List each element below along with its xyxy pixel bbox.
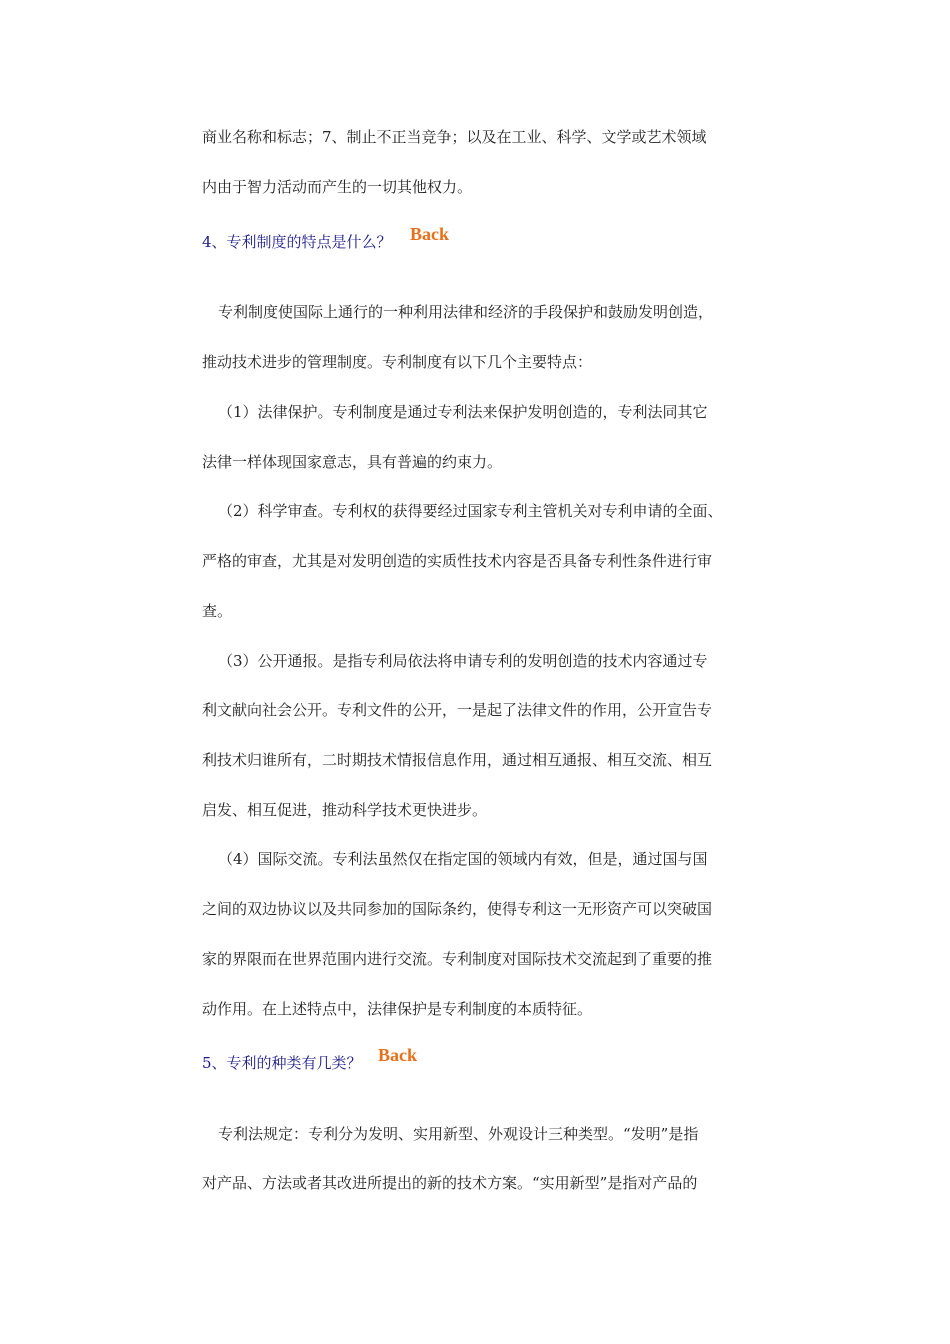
body-text-line: 内由于智力活动而产生的一切其他权力。 bbox=[202, 178, 473, 196]
body-text-line: 商业名称和标志；7、制止不正当竞争；以及在工业、科学、文学或艺术领域 bbox=[202, 128, 707, 146]
body-text-line: 专利制度使国际上通行的一种利用法律和经济的手段保护和鼓励发明创造， bbox=[218, 303, 714, 321]
body-text-line: 之间的双边协议以及共同参加的国际条约，使得专利这一无形资产可以突破国 bbox=[202, 900, 713, 918]
body-text-line: 家的界限而在世界范围内进行交流。专利制度对国际技术交流起到了重要的推 bbox=[202, 950, 713, 968]
body-text-line: 利文献向社会公开。专利文件的公开，一是起了法律文件的作用，公开宣告专 bbox=[202, 701, 713, 719]
body-text-line: （2）科学审查。专利权的获得要经过国家专利主管机关对专利申请的全面、 bbox=[218, 502, 723, 520]
body-text-line: 启发、相互促进，推动科学技术更快进步。 bbox=[202, 801, 488, 819]
body-text-line: （4）国际交流。专利法虽然仅在指定国的领域内有效，但是，通过国与国 bbox=[218, 850, 708, 868]
body-text-line: 利技术归谁所有，二时期技术情报信息作用，通过相互通报、相互交流、相互 bbox=[202, 751, 713, 769]
body-text-line: （1）法律保护。专利制度是通过专利法来保护发明创造的，专利法同其它 bbox=[218, 403, 708, 421]
section-heading-5: 5、专利的种类有几类？ bbox=[202, 1054, 362, 1072]
section-heading-4: 4、专利制度的特点是什么？ bbox=[202, 233, 392, 251]
body-text-line: 查。 bbox=[202, 602, 233, 620]
body-text-line: 动作用。在上述特点中，法律保护是专利制度的本质特征。 bbox=[202, 1000, 593, 1018]
body-text-line: 严格的审查，尤其是对发明创造的实质性技术内容是否具备专利性条件进行审 bbox=[202, 552, 713, 570]
body-text-line: 推动技术进步的管理制度。专利制度有以下几个主要特点： bbox=[202, 353, 593, 371]
body-text-line: 对产品、方法或者其改进所提出的新的技术方案。“实用新型”是指对产品的 bbox=[202, 1174, 698, 1192]
back-link[interactable]: Back bbox=[378, 1045, 418, 1065]
back-link[interactable]: Back bbox=[410, 224, 450, 244]
body-text-line: 法律一样体现国家意志，具有普遍的约束力。 bbox=[202, 453, 503, 471]
body-text-line: （3）公开通报。是指专利局依法将申请专利的发明创造的技术内容通过专 bbox=[218, 652, 708, 670]
body-text-line: 专利法规定：专利分为发明、实用新型、外观设计三种类型。“发明”是指 bbox=[218, 1125, 699, 1143]
